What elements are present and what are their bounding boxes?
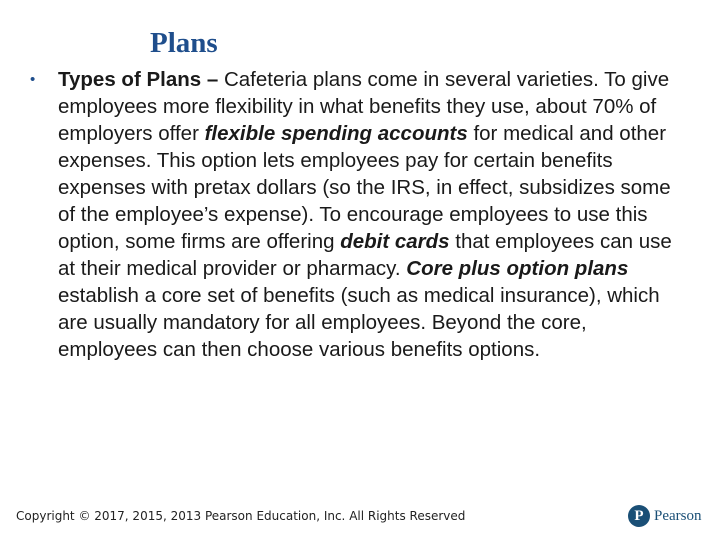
bullet-text-part-3: that employees can use at their medical provider or pharmacy. (58, 230, 672, 280)
bullet-text-part-4: establish a core set of benefits (such as medical insurance), which are usually mandatory for all employees. Beyond the core, employees can then choose various benefits options. (58, 284, 660, 361)
term-debit-cards: debit cards (340, 230, 450, 253)
bullet-icon: • (30, 71, 36, 88)
slide-title: Plans (150, 27, 218, 59)
bullet-text (58, 66, 690, 363)
pearson-logo-icon: P (628, 505, 650, 527)
copyright-notice: Copyright © 2017, 2015, 2013 Pearson Education, Inc. All Rights Reserved (16, 509, 466, 523)
term-flexible-spending-accounts: flexible spending accounts (204, 122, 468, 145)
bullet-text-part-1: Cafeteria plans come in several varieties. To give employees more flexibility in what benefits they use, about 70% of employers offer (58, 68, 670, 145)
bullet-item (30, 66, 690, 363)
slide-body (30, 66, 690, 363)
pearson-wordmark: Pearson (654, 507, 702, 524)
bullet-text-part-2: for medical and other expenses. This option lets employees pay for certain benefits expenses with pretax dollars (so the IRS, in effect, subsidizes some of the employee’s expense). To encourage employees to use this option, some firms are offering (58, 122, 671, 253)
bullet-lead: Types of Plans – (58, 68, 219, 91)
term-core-plus-option-plans: Core plus option plans (406, 257, 629, 280)
pearson-logo (628, 505, 702, 527)
